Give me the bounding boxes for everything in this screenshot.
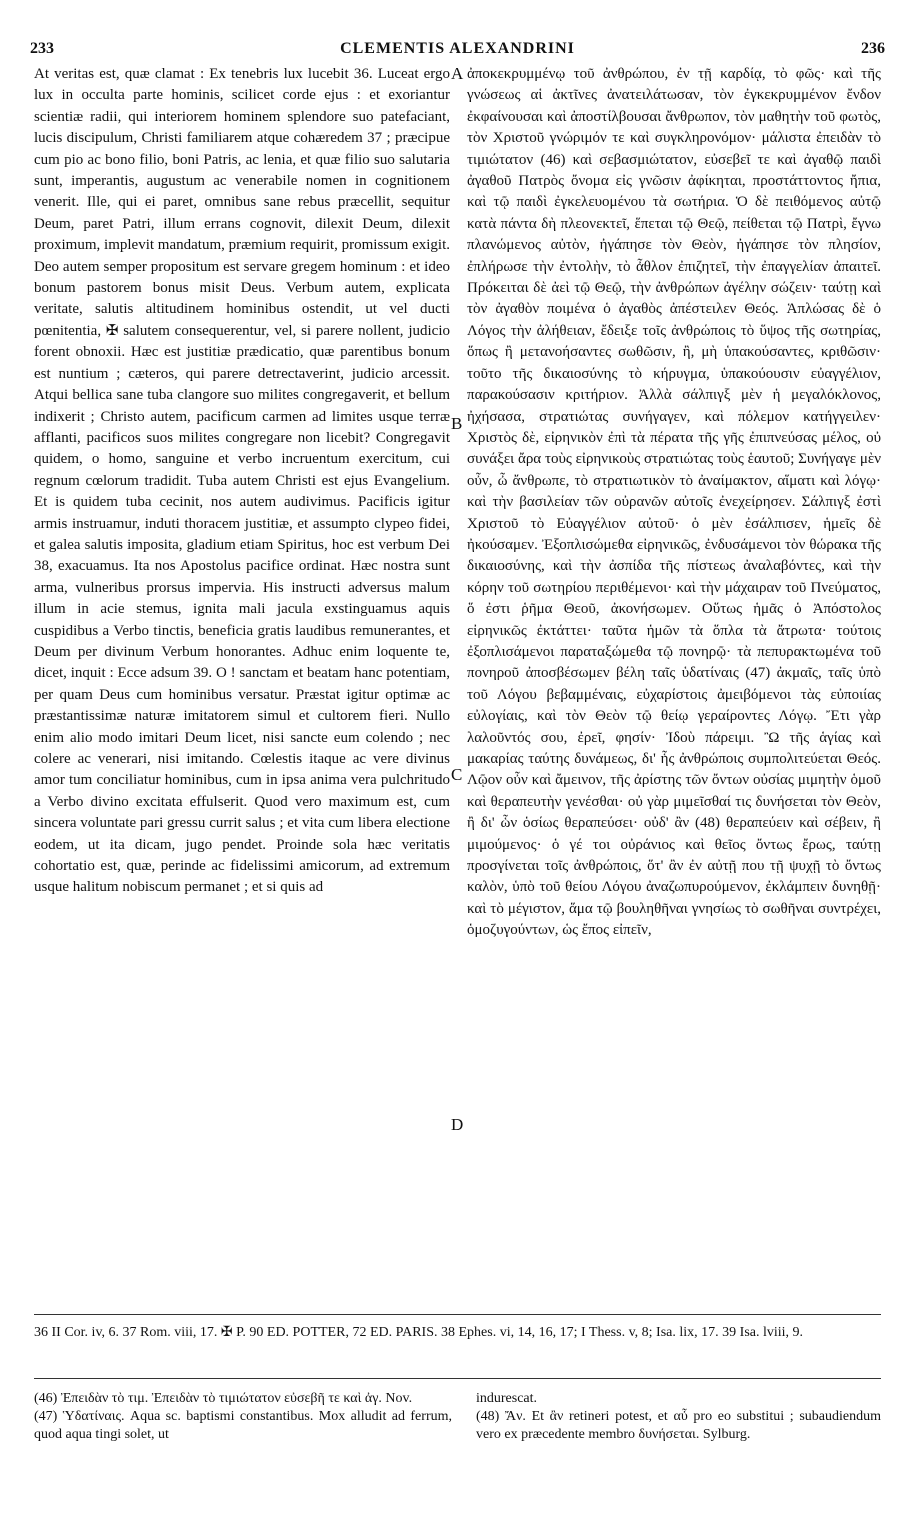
footnote-divider [34,1314,881,1315]
footnotes-text: 36 II Cor. iv, 6. 37 Rom. viii, 17. ✠ P. 90 ED. POTTER, 72 ED. PARIS. 38 Ephes. vi, 14, 16, 17; I Thess. v, 8; Isa. lix, 17. 39 Isa. lviii, 9. [34,1325,804,1340]
margin-letter-a: A [451,64,464,83]
note-48: (48) Ἄν. Et ἂν retineri potest, et αὖ pro eo substitui ; subaudiendum vero ex præcedente membro δυνήσεται. Sylburg. [476,1409,881,1442]
margin-letter-b: B [451,414,463,433]
page-title: CLEMENTIS ALEXANDRINI [340,40,575,57]
note-46: (46) Ἐπειδὰν τὸ τιμ. Ἐπειδὰν τὸ τιμιώτατον εὐσεβῆ τε καὶ ἀγ. Nov. [34,1391,413,1406]
notes-right [476,1390,881,1444]
page-header [30,40,885,62]
notes-left [34,1390,452,1444]
latin-text: At veritas est, quæ clamat : Ex tenebris lux lucebit 36. Luceat ergo lux in occulta parte hominis, scilicet corde ejus : et exoriantur scientiæ radii, qui interiorem hominem splendore suo patefaciant, lucis discipulum, Christi familiarem atque cohæredem 37 ; præcipue cum pio ac bono filio, boni Patris, ac lenia, et quæ filio suo salutaria sunt, imperantis, augustum ac venerabile nomen in cognitionem venerit. Ille, qui ei paret, omnibus sane rebus præcellit, sequitur Deum, paret Patri, illum errans cognovit, dilexit Deum, dilexit proximum, implevit mandatum, præmium requirit, promissum exigit. Deo autem semper propositum est servare gregem hominum : et ideo bonum pastorem bonus misit Deus. Verbum autem, explicata veritate, salutis altitudinem hominibus ostendit, ut vel ducti pœnitentia, ✠ salutem consequerentur, vel, si parere nollent, judicio forent obnoxii. Hæc est justitiæ prædicatio, quæ parentibus bonum est nuntium ; cæteros, qui parere detrectaverint, judicio arcessit. Atqui bellica sane tuba clangore suo milites congregaverit, et bellum indixerit ; Christo autem, pacificum carmen ad limites usque terræ afflanti, pacificos suos milites congregare non licebit? Congregavit quidem, o homo, sanguine et verbo incruentum exercitum, cui regnum cœlorum tradidit. Tuba autem Christi est ejus Evangelium. Et is quidem tuba cecinit, nos autem audivimus. Pacificis igitur armis instruamur, induti thoracem justitiæ, et assumpto clypeo fidei, et galea salutis imposita, gladium etiam Spiritus, hoc est verbum Dei 38, exacuamus. Ita nos Apostolus pacifice ordinat. Hæc nostra sunt arma, vulneribus prorsus impervia. His instructi adversus malum illum in acie stemus, ignita mali jacula exstinguamus aquis cuspidibus a Verbo tinctis, beneficia gratis laudibus remunerantes, et Deum per divinum Verbum honorantes. Adhuc enim loquente te, dicet, inquit : Ecce adsum 39. O ! sanctam et beatam hanc potentiam, per quam Deus cum hominibus versatur. Præstat igitur optimæ ac præstantissimæ naturæ imitatorem simul et cultorem fieri. Nullo enim alio modo imitari Deum licet, nisi sancte eum colendo ; nec colere ac venerari, nisi imitando. Cœlestis itaque ac vere divinus amor tum conciliatur hominibus, cum in ipsa anima vera pulchritudo a Verbo divino excitata effulserit. Quod vero maximum est, cum sincera voluntate pari gressu currit salus ; et vita cum libera electione eodem, ut ita dicam, jugo pendet. Proinde sola hæc veritatis cohortatio est, quæ, perinde ac fidelissimi amicorum, ad extremum usque halitum nobiscum permanet ; et si quis ad [34,66,450,896]
page-number-left: 233 [30,40,54,57]
note-47-continued: indurescat. [476,1391,538,1406]
margin-letter-d: D [451,1115,464,1134]
greek-text: ἀποκεκρυμμένῳ τοῦ ἀνθρώπου, ἐν τῇ καρδίᾳ, τὸ φῶς· καὶ τῆς γνώσεως αἱ ἀκτῖνες ἀνατειλάτωσαν, τὸν ἐγκεκρυμμένον ἔνδον ἐκφαίνουσαι καὶ ἀποστίλβουσαι ἄνθρωπον, τὸν μαθητὴν τοῦ φωτὸς, τὸν Χριστοῦ γνώριμόν τε καὶ συγκληρονόμον· μάλιστα ἐπειδὰν τὸ τιμιώτατον (46) καὶ σεβασμιώτατον, εὐσεβεῖ τε καὶ ἀγαθῷ παιδὶ ἀγαθοῦ Πατρὸς ὄνομα εἰς γνῶσιν ἀφίκηται, προστάττοντος ἤπια, καὶ τῷ παιδὶ ἐγκελευομένου τὰ σωτήρια. Ὁ δὲ πειθόμενος αὐτῷ κατὰ πάντα δὴ πλεονεκτεῖ, ἕπεται τῷ Θεῷ, πείθεται τῷ Πατρὶ, ἔγνω πλανώμενος αὐτὸν, ἠγάπησε τὸν Θεὸν, ἠγάπησε τὸν πλησίον, ἐπλήρωσε τὴν ἐντολὴν, τὸ ἆθλον ἐπιζητεῖ, τὴν ἐπαγγελίαν ἀπαιτεῖ. Πρόκειται δὲ ἀεὶ τῷ Θεῷ, τὴν ἀνθρώπων ἀγέλην σώζειν· ταύτῃ καὶ τὸν ἀγαθὸν ποιμένα ὁ ἀγαθὸς ἀπέστειλεν Θεός. Ἁπλώσας δὲ ὁ Λόγος τὴν ἀλήθειαν, ἔδειξε τοῖς ἀνθρώποις τὸ ὕψος τῆς σωτηρίας, ὅπως ἢ μετανοήσαντες σωθῶσιν, ἢ, μὴ ὑπακούσαντες, κριθῶσιν· τοῦτο τῆς δικαιοσύνης τὸ κήρυγμα, ὑπακούουσιν εὐαγγέλιον, παρακούσασιν κριτήριον. Ἀλλὰ σάλπιγξ μὲν ἡ μεγαλόκλονος, ἠχήσασα, στρατιώτας συνήγαγεν, καὶ πόλεμον κατήγγειλεν· Χριστὸς δὲ, εἰρηνικὸν ἐπὶ τὰ πέρατα τῆς γῆς ἐπιπνεύσας μέλος, οὐ συνάξει ἄρα τοὺς εἰρηνικοὺς στρατιώτας τοὺς ἑαυτοῦ; Συνήγαγε μὲν οὖν, ὦ ἄνθρωπε, τὸ στρατιωτικὸν τὸ ἀναίμακτον, αἵματι καὶ λόγῳ· καὶ τὴν βασιλείαν τῶν οὐρανῶν αὐτοῖς ἐνεχείρησεν. Σάλπιγξ ἐστὶ Χριστοῦ τὸ Εὐαγγέλιον αὐτοῦ· ὁ μὲν ἐσάλπισεν, ἡμεῖς δὲ ἠκούσαμεν. Ἐξοπλισώμεθα εἰρηνικῶς, ἐνδυσάμενοι τὸν θώρακα τῆς δικαιοσύνης, καὶ τὴν ἀσπίδα τῆς πίστεως ἀναλαβόντες, καὶ τὴν κόρην τοῦ σωτηρίου περιθέμενοι· καὶ τὴν μάχαιραν τοῦ Πνεύματος, ὅ ἐστι ῥῆμα Θεοῦ, ἀκονήσωμεν. Οὕτως ἡμᾶς ὁ Ἀπόστολος εἰρηνικῶς ἐκτάττει· ταῦτα ἡμῶν τὰ ὅπλα τὰ ἄτρωτα· τούτοις ἐξοπλισάμενοι παραταξώμεθα τῷ πονηρῷ· τὰ πεπυρακτωμένα τοῦ πονηροῦ ἀποσβέσωμεν βέλη ταῖς ὑδατίναις (47) ἀκμαῖς, ταῖς ὑπὸ τοῦ Λόγου βεβαμμέναις, εὐχαρίστοις ἀμειβόμενοι τὰς εὐποιίας εὐλογίαις, καὶ τὸν Θεὸν τῷ θείῳ γεραίροντες Λόγῳ. Ἔτι γὰρ λαλοῦντός σου, ἐρεῖ, φησίν· Ἰδοὺ πάρειμι. Ὢ τῆς ἁγίας καὶ μακαρίας ταύτης δυνάμεως, δι' ἧς ἀνθρώποις συμπολιτεύεται Θεός. Λῷον οὖν καὶ ἄμεινον, τῆς ἀρίστης τῶν ὄντων οὐσίας μιμητὴν ὁμοῦ καὶ θεραπευτὴν γενέσθαι· οὐ γὰρ μιμεῖσθαί τις δυνήσεται τὸν Θεὸν, ἢ δι' ὧν ὁσίως θεραπεύσει· οὐδ' ἂν (48) θεραπεύειν καὶ σέβειν, ἢ μιμούμενος· ὁ γέ τοι οὐράνιος καὶ θεῖος ὄντως ἔρως, ταύτῃ προσγίνεται τοῖς ἀνθρώποις, ὅτ' ἂν ἐν αὐτῇ που τῇ ψυχῇ τὸ ὄντως καλὸν, ὑπὸ τοῦ θείου Λόγου ἀναζωπυρούμενον, ἐκλάμπειν δυνηθῇ· καὶ τὸ μέγιστον, ἅμα τῷ βουληθῆναι γνησίως τὸ σωθῆναι συντρέχει, ὁμοζυγούντων, ὡς ἔπος εἰπεῖν, [467,66,881,939]
note-47: (47) Ὑδατίναις. Aqua sc. baptismi constantibus. Mox alludit ad ferrum, quod aqua tingi solet, ut [34,1409,452,1442]
footnotes [34,1324,880,1342]
latin-column [34,64,450,896]
notes-divider [34,1378,881,1379]
margin-letter-c: C [451,765,463,784]
greek-column [467,64,881,939]
page-number-right: 236 [861,40,885,57]
